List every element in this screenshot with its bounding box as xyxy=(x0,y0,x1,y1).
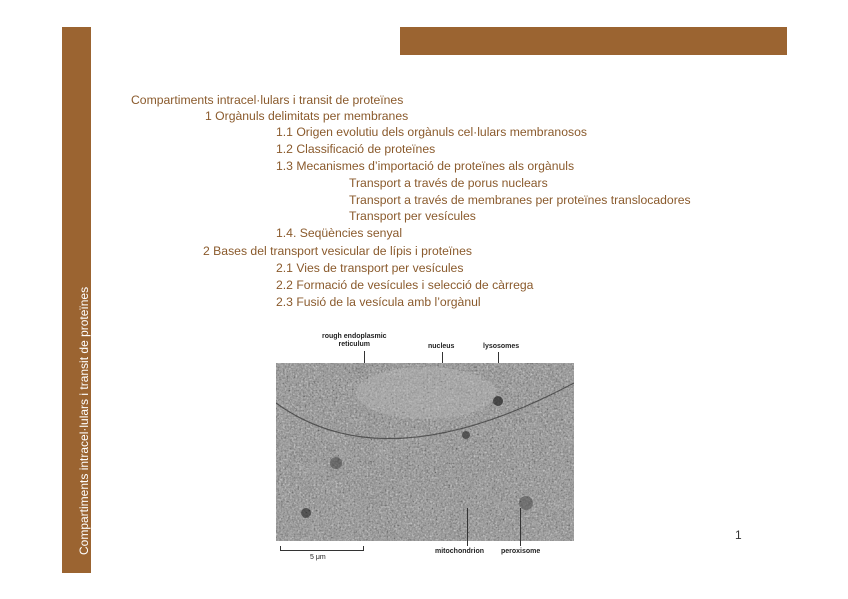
outline-item: 2.2 Formació de vesícules i selecció de càrrega xyxy=(276,278,534,292)
outline-item: Transport a través de porus nuclears xyxy=(349,176,548,190)
label-rer-line2: reticulum xyxy=(338,341,371,348)
outline-item: 2.1 Vies de transport per vesícules xyxy=(276,261,464,275)
micrograph-texture xyxy=(276,363,574,541)
outline-item: 1.4. Seqüències senyal xyxy=(276,226,403,240)
label-mitochondrion: mitochondrion xyxy=(435,548,484,555)
scale-label: 5 μm xyxy=(310,554,326,561)
page-number: 1 xyxy=(735,528,742,542)
micrograph-image xyxy=(276,363,574,571)
label-rer-line1: rough endoplasmic xyxy=(322,333,387,340)
top-accent-bar xyxy=(400,27,787,55)
sidebar-title: Compartiments intracel·lulars i transit de proteïnes xyxy=(77,286,91,555)
outline-item: Transport a través de membranes per proteïnes translocadores xyxy=(349,193,691,207)
outline-item: 1.1 Origen evolutiu dels orgànuls cel·lulars membranosos xyxy=(276,125,587,139)
outline-item: 2 Bases del transport vesicular de lípis i proteïnes xyxy=(203,244,472,258)
outline-item: 2.3 Fusió de la vesícula amb l’orgànul xyxy=(276,295,481,309)
label-rer xyxy=(322,333,387,349)
scale-bar xyxy=(280,546,364,551)
leader-line xyxy=(467,508,468,546)
outline-item: Transport per vesícules xyxy=(349,209,476,223)
outline-item: 1.2 Classificació de proteïnes xyxy=(276,142,436,156)
micrograph-figure xyxy=(270,330,580,566)
label-lysosomes: lysosomes xyxy=(483,343,520,350)
outline-item: Compartiments intracel·lulars i transit de proteïnes xyxy=(131,93,404,107)
leader-line xyxy=(520,508,521,546)
label-nucleus: nucleus xyxy=(428,343,455,350)
outline-item: 1 Orgànuls delimitats per membranes xyxy=(205,109,409,123)
outline-item: 1.3 Mecanismes d’importació de proteïnes als orgànuls xyxy=(276,159,575,173)
label-peroxisome: peroxisome xyxy=(501,548,541,555)
